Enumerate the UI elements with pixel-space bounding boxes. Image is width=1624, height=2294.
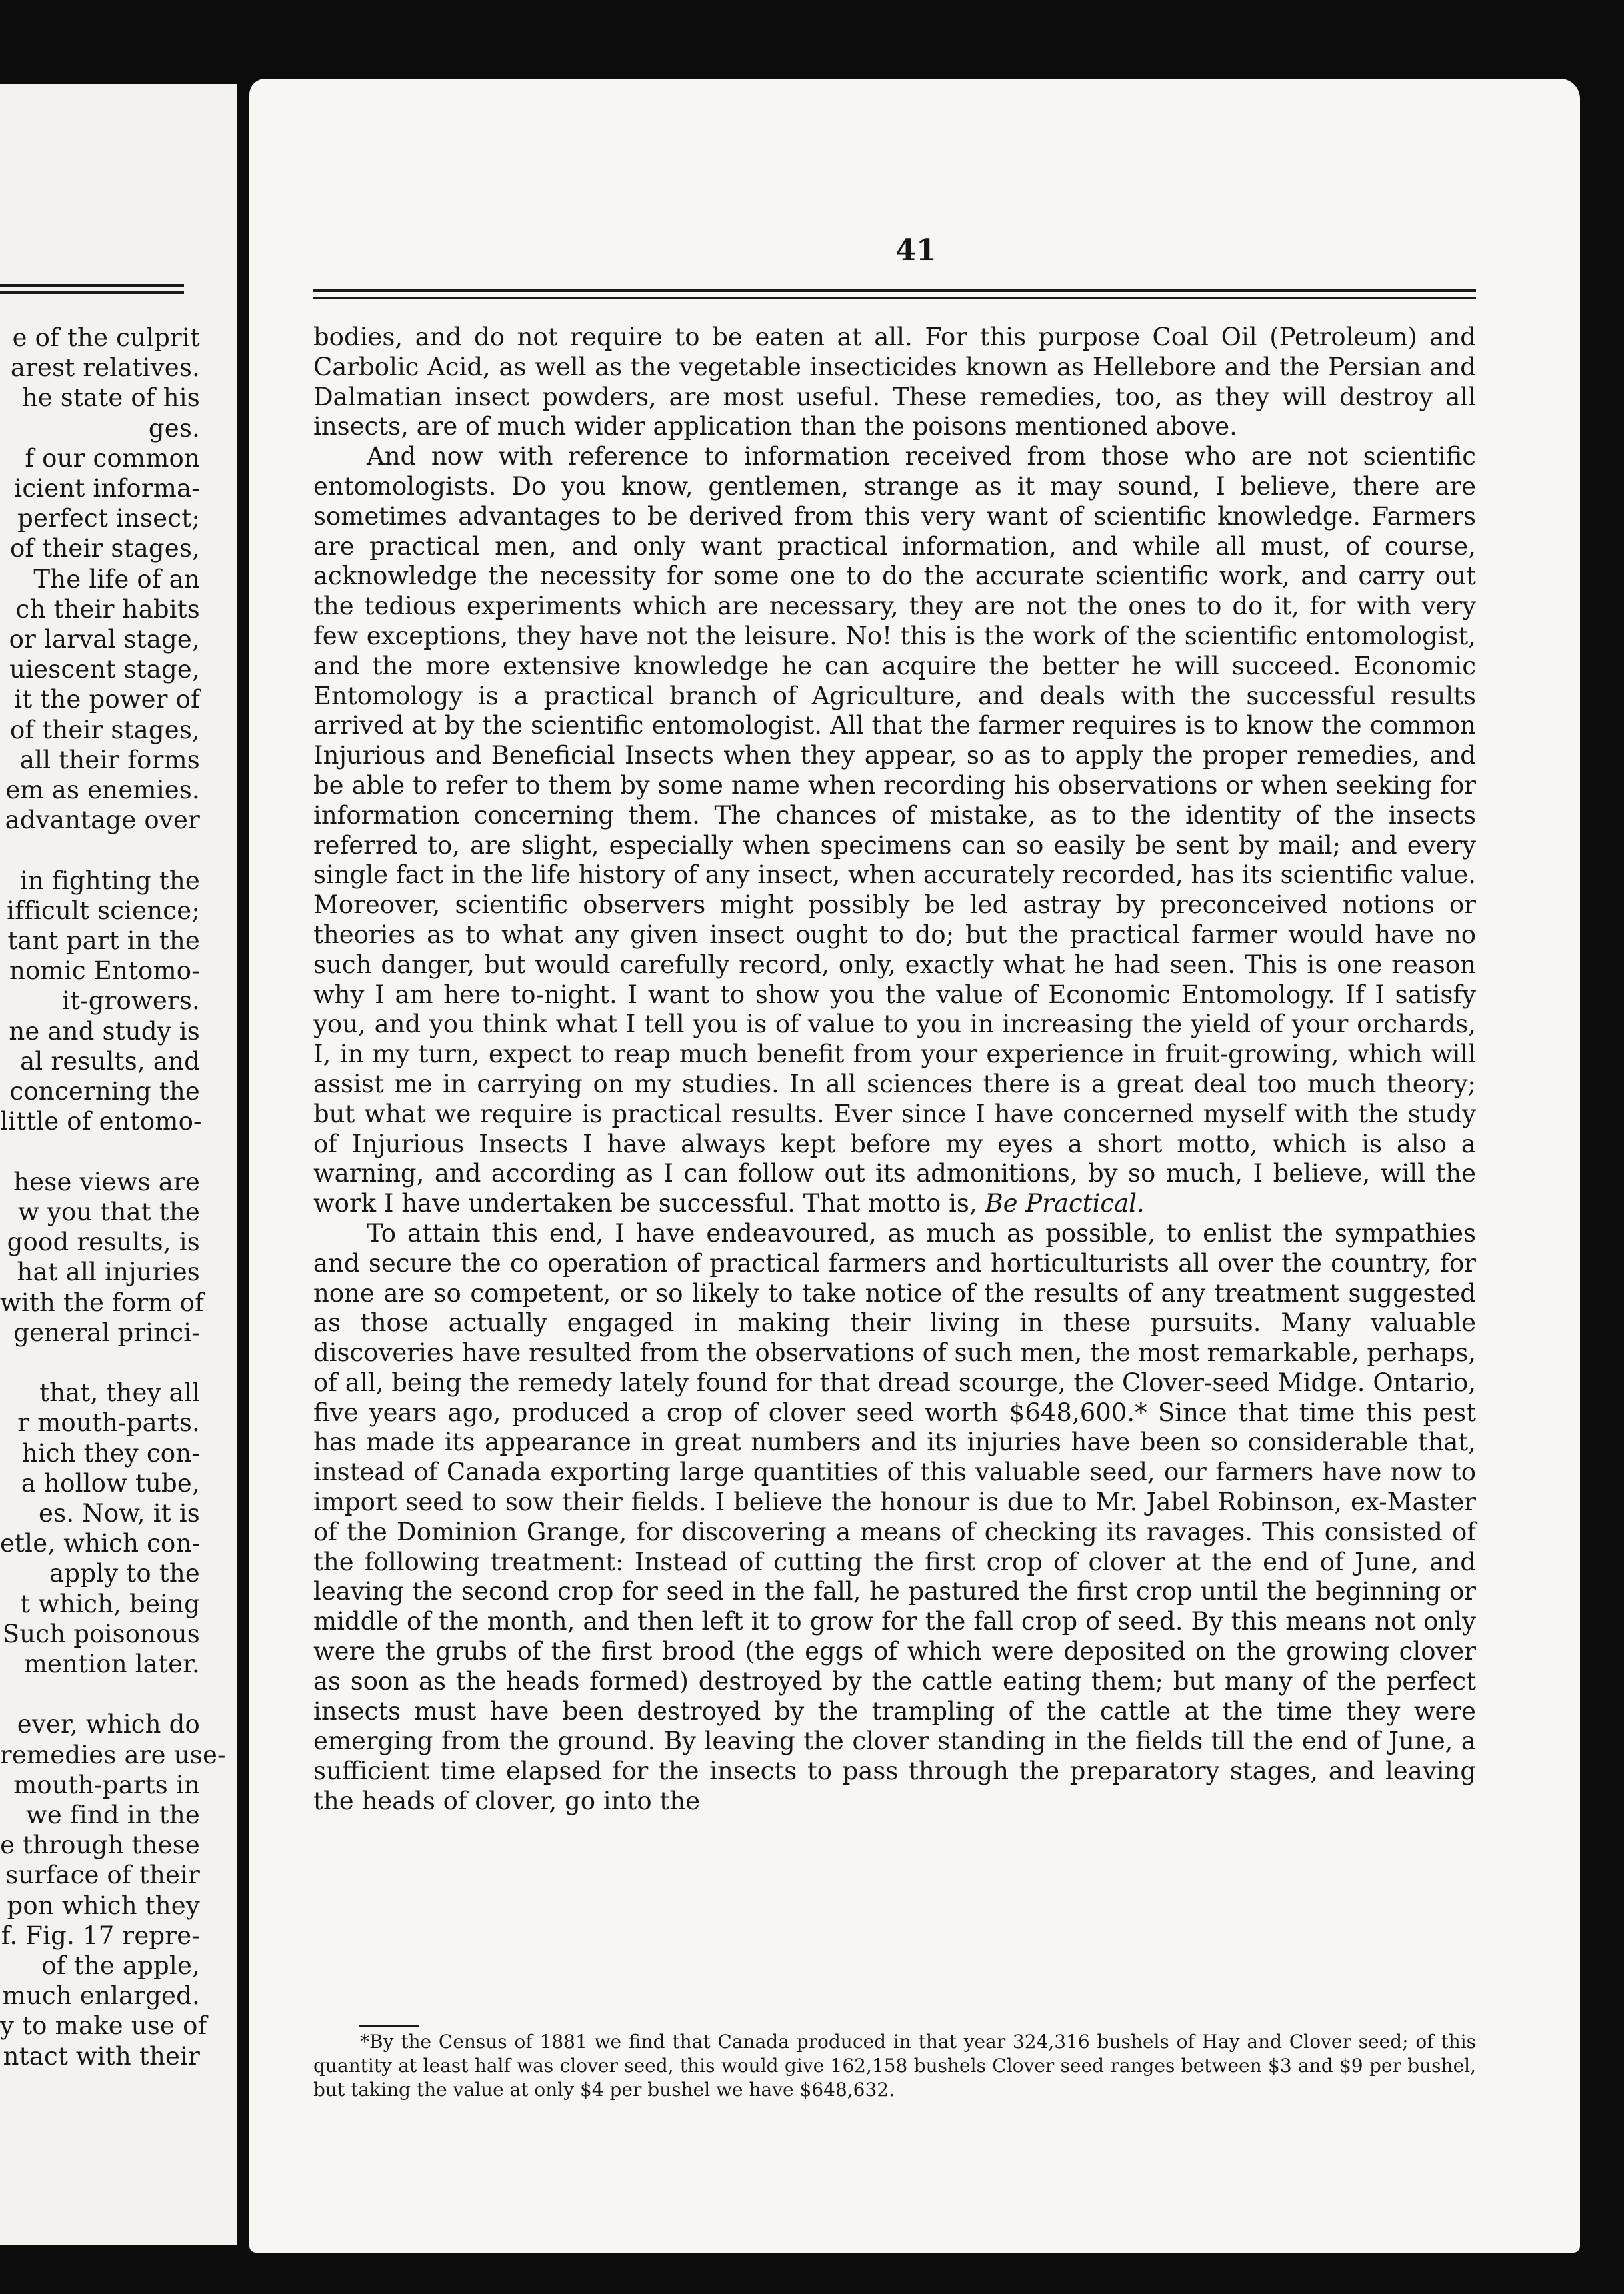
left-facing-page <box>0 84 237 2245</box>
left-page-line <box>0 1348 200 1378</box>
paragraph-2 <box>313 442 1476 1219</box>
left-page-line: ges. <box>148 413 200 443</box>
left-page-line: surface of their <box>5 1861 200 1890</box>
left-page-line: hat all injuries <box>17 1258 200 1287</box>
left-page-line: in fighting the <box>19 866 200 895</box>
right-page <box>249 79 1580 2253</box>
left-page-line: em as enemies. <box>5 776 200 805</box>
left-page-line: mention later. <box>23 1649 200 1678</box>
footnote: *By the Census of 1881 we find that Canada produced in that year 324,316 bushels of Hay and Clover seed; of this quantity at least half was clover seed, this would give 162,158 bushels Clover seed ranges between $3 and $9 per bushel, but taking the value at only $4 per bushel we have $648,632. <box>313 2031 1476 2101</box>
left-page-line: ntact with their <box>3 2041 200 2071</box>
left-page-line: of their stages, <box>9 534 200 563</box>
left-page-line: hich they con- <box>21 1438 200 1468</box>
left-page-line: perfect insect; <box>17 504 200 533</box>
page-number: 41 <box>895 233 937 267</box>
footnote-rule <box>359 2025 419 2027</box>
left-page-line: t which, being <box>20 1589 200 1618</box>
left-page-line: f. Fig. 17 repre- <box>1 1921 200 1950</box>
left-page-line: w you that the <box>18 1197 200 1226</box>
motto: Be Practical. <box>985 1189 1145 1218</box>
left-page-line: it-growers. <box>61 986 200 1016</box>
left-page-line: all their forms <box>19 745 200 774</box>
left-page-line: a hollow tube, <box>21 1468 200 1498</box>
left-page-line: little of entomo- <box>0 1107 202 1136</box>
left-page-line <box>0 1136 200 1166</box>
paragraph-1: bodies, and do not require to be eaten at all. For this purpose Coal Oil (Petroleum) and Carbolic Acid, as well as the vegetable insecticides known as Hellebore and the Persian and Dalmatian insect powders, are most useful. These remedies, too, as they will destroy all insects, are of much wider application than the poisons mentioned above. <box>313 323 1476 441</box>
left-page-line: es. Now, it is <box>39 1498 200 1528</box>
left-page-line: ever, which do <box>17 1710 200 1739</box>
left-page-line: r mouth-parts. <box>17 1408 200 1438</box>
left-page-line: tant part in the <box>7 926 200 956</box>
left-page-line: f our common <box>25 443 200 473</box>
book-gutter <box>237 67 249 2267</box>
left-page-line <box>0 835 200 865</box>
left-page-line: we find in the <box>26 1800 200 1829</box>
left-page-line: pon which they <box>7 1891 200 1920</box>
left-page-line: ch their habits <box>15 594 200 624</box>
left-page-line: nomic Entomo- <box>9 956 200 986</box>
header-rule <box>313 289 1476 304</box>
left-page-line: that, they all <box>39 1378 200 1408</box>
left-page-line: apply to the <box>49 1559 200 1588</box>
left-page-line: or larval stage, <box>9 625 200 654</box>
left-page-line: it the power of <box>14 685 200 714</box>
left-page-line: y to make use of <box>0 2011 207 2041</box>
left-page-line: mouth-parts in <box>13 1770 200 1799</box>
left-page-line: much enlarged. <box>2 1981 200 2011</box>
left-page-line: hese views are <box>13 1167 200 1196</box>
paragraph-3: To attain this end, I have endeavoured, as much as possible, to enlist the sympathies and secure the co operation of practical farmers and horticulturists all over the country, for none are so competent, or so likely to take notice of the results of any treatment suggested as those actually engaged in making their living in these pursuits. Many valuable discoveries have resulted from the observations of such men, the most remarkable, perhaps, of all, being the remedy lately found for that dread scourge, the Clover-seed Midge. Ontario, five years ago, produced a crop of clover seed worth $648,600.* Since that time this pest has made its appearance in great numbers and its injuries have been so considerable that, instead of Canada exporting large quantities of this valuable seed, our farmers have now to import seed to sow their fields. I believe the honour is due to Mr. Jabel Robinson, ex-Master of the Dominion Grange, for discovering a means of checking its ravages. This consisted of the following treatment: Instead of cutting the first crop of clover at the end of June, and leaving the second crop for seed in the fall, he pastured the first crop until the beginning or middle of the month, and then left it to grow for the fall crop of seed. By this means not only were the grubs of the first brood (the eggs of which were deposited on the growing clover as soon as the heads formed) destroyed by the cattle eating them; but many of the perfect insects must have been destroyed by the trampling of the cattle at the time they were emerging from the ground. By leaving the clover standing in the fields till the end of June, a sufficient time elapsed for the insects to pass through the preparatory stages, and leaving the heads of clover, go into the <box>313 1218 1476 1816</box>
body-text <box>313 323 1476 1817</box>
left-page-line: etle, which con- <box>0 1529 201 1558</box>
left-page-line: The life of an <box>33 564 200 594</box>
left-page-line: arest relatives. <box>10 353 200 383</box>
paragraph-2-text: And now with reference to information received from those who are not scientific entomologists. Do you know, gentlemen, strange as it may sound, I believe, there are sometimes advantages to be derived from this very want of scientific knowledge. Farmers are practical men, and only want practical information, and while all must, of course, acknowledge the necessity for some one to do the accurate scientific work, and carry out the tedious experiments which are necessary, they are not the ones to do it, for with very few exceptions, they have not the leisure. No! this is the work of the scientific entomologist, and the more extensive knowledge he can acquire the better he will succeed. Economic Entomology is a practical branch of Agriculture, and deals with the successful results arrived at by the scientific entomologist. All that the farmer requires is to know the common Injurious and Beneficial Insects when they appear, so as to apply the proper remedies, and be able to refer to them by some name when recording his observations or when seeking for information concerning them. The chances of mistake, as to the identity of the insects referred to, are slight, especially when specimens can so easily be sent by mail; and every single fact in the life history of any insect, when accurately recorded, has its scientific value. Moreover, scientific observers might possibly be led astray by preconceived notions or theories as to what any given insect ought to do; but the practical farmer would have no such danger, but would carefully record, only, exactly what he had seen. This is one reason why I am here to-night. I want to show you the value of Economic Entomology. If I satisfy you, and you think what I tell you is of value to you in increasing the yield of your orchards, I, in my turn, expect to reap much benefit from your experience in fruit-growing, which will assist me in carrying on my studies. In all sciences there is a great deal too much theory; but what we require is practical results. Ever since I have concerned myself with the study of Injurious Insects I have always kept before my eyes a short motto, which is also a warning, and according as I can follow out its admonitions, by so much, I believe, will the work I have undertaken be successful. That motto is, <box>313 442 1476 1218</box>
left-page-line: good results, is <box>7 1228 200 1257</box>
left-page-line: general princi- <box>13 1318 200 1347</box>
left-page-line: of their stages, <box>9 715 200 744</box>
left-page-line <box>0 1679 200 1709</box>
left-page-line: of the apple, <box>41 1951 200 1980</box>
left-page-line: remedies are use- <box>0 1740 226 1769</box>
left-page-line: e of the culprit <box>12 323 200 352</box>
left-page-rule <box>0 284 184 299</box>
left-page-line: e through these <box>0 1831 200 1860</box>
left-page-line: he state of his <box>21 383 200 413</box>
scan-border <box>1580 0 1624 2294</box>
left-page-text-column <box>0 323 226 2071</box>
left-page-line: ifficult science; <box>7 896 200 925</box>
left-page-line: concerning the <box>9 1077 200 1106</box>
left-page-line: icient informa- <box>14 474 200 503</box>
left-page-line: advantage over <box>5 806 200 835</box>
left-page-line: uiescent stage, <box>9 655 200 684</box>
left-page-line: Such poisonous <box>2 1619 200 1648</box>
left-page-line: al results, and <box>20 1046 200 1076</box>
left-page-line: with the form of <box>0 1288 204 1317</box>
left-page-line: ne and study is <box>9 1016 200 1046</box>
